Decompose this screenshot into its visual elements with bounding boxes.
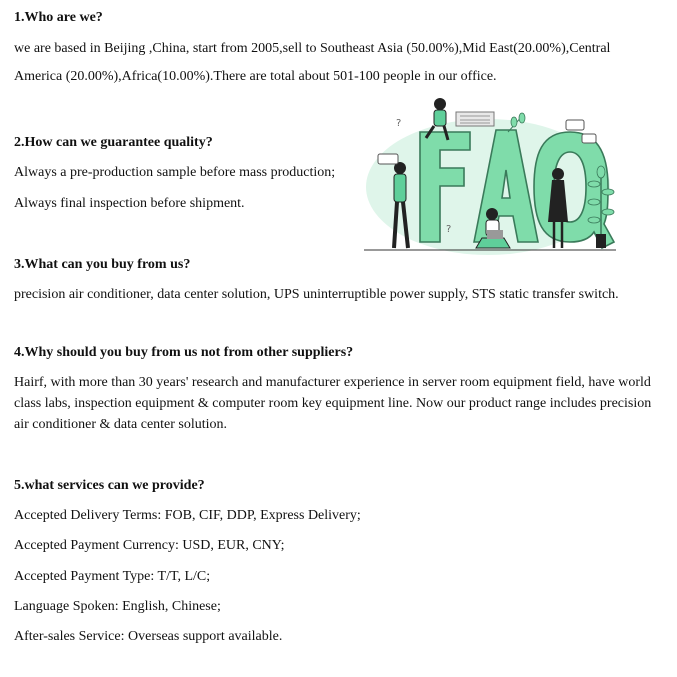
server-rack-icon (456, 112, 494, 126)
q2-heading: 2.How can we guarantee quality? (14, 135, 213, 150)
q5-item: Accepted Payment Currency: USD, EUR, CNY; (14, 538, 285, 553)
q5-item: Accepted Payment Type: T/T, L/C; (14, 569, 211, 584)
q5-item: After-sales Service: Overseas support available. (14, 629, 283, 644)
q1-answer-line-2: America (20.00%),Africa(10.00%).There are total about 501-100 people in our office. (14, 69, 497, 84)
q3-answer-line-1: precision air conditioner, data center solution, UPS uninterruptible power supply, STS static transfer switch. (14, 287, 619, 302)
q3-heading: 3.What can you buy from us? (14, 257, 191, 272)
question-mark-icon: ? (396, 118, 402, 129)
q5-item: Accepted Delivery Terms: FOB, CIF, DDP, Express Delivery; (14, 508, 361, 523)
q1-heading: 1.Who are we? (14, 10, 103, 25)
q2-answer-line-2: Always final inspection before shipment. (14, 196, 245, 211)
q1-answer-line-1: we are based in Beijing ,China, start from 2005,sell to Southeast Asia (50.00%),Mid East(20.00%),Central (14, 41, 611, 56)
chat-bubble-icon (566, 120, 584, 130)
q5-heading: 5.what services can we provide? (14, 478, 205, 493)
q4-answer-paragraph: Hairf, with more than 30 years' research and manufacturer experience in server room equipment field, have world class labs, inspection equipment & computer room key equipment line. Now our product range includes precision air conditioner & data center solution. (14, 375, 652, 432)
q2-answer-line-1: Always a pre-production sample before mass production; (14, 165, 336, 180)
chat-bubble-icon (378, 154, 398, 164)
question-mark-icon: ? (446, 224, 452, 235)
faq-illustration (358, 92, 620, 260)
q5-item: Language Spoken: English, Chinese; (14, 599, 221, 614)
chat-bubble-icon (582, 134, 596, 143)
q4-heading: 4.Why should you buy from us not from other suppliers? (14, 345, 354, 360)
